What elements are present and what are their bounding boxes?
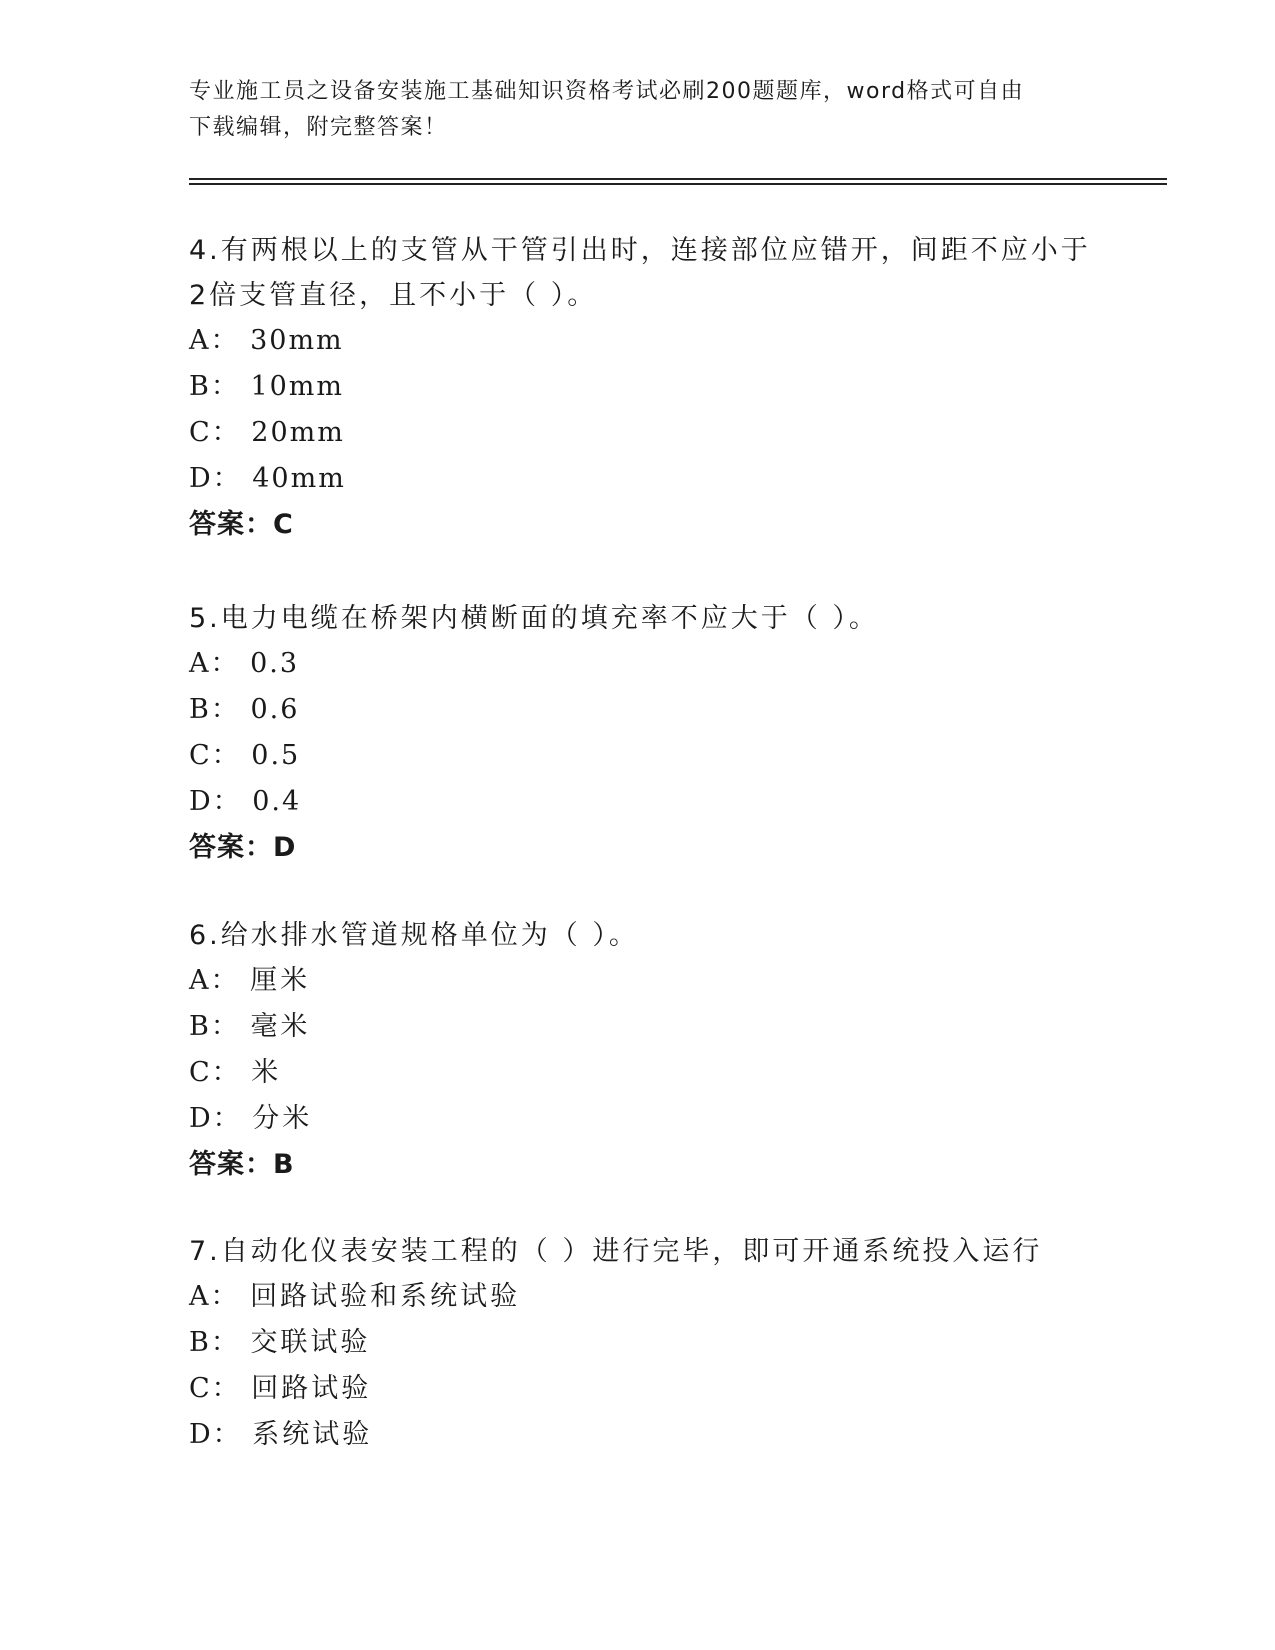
option-text: 10mm	[250, 371, 344, 402]
question-7	[189, 1229, 1149, 1458]
document-header	[189, 74, 1089, 146]
option-key: B：	[189, 1327, 240, 1358]
option-text: 厘米	[250, 965, 311, 996]
option-key: B：	[189, 694, 240, 725]
question-stem-line-1: 4.有两根以上的支管从干管引出时，连接部位应错开，间距不应小于	[189, 235, 1091, 266]
option-d	[189, 1096, 1149, 1142]
option-key: D：	[189, 1103, 242, 1134]
header-divider-bottom	[189, 183, 1167, 185]
question-4	[189, 228, 1149, 548]
header-divider-top	[189, 178, 1167, 180]
option-text: 毫米	[250, 1011, 311, 1042]
question-stem-line-1: 6.给水排水管道规格单位为（ ）。	[189, 920, 639, 951]
option-text: 30mm	[250, 325, 344, 356]
option-key: D：	[189, 786, 242, 817]
option-text: 交联试验	[250, 1327, 371, 1358]
option-text: 0.5	[251, 740, 301, 771]
option-c	[189, 733, 1149, 779]
answer-label: 答案：	[189, 509, 273, 540]
option-d	[189, 1412, 1149, 1458]
answer-value: D	[273, 832, 297, 863]
question-stem-line-1: 7.自动化仪表安装工程的（ ）进行完毕，即可开通系统投入运行	[189, 1236, 1043, 1267]
answer-label: 答案：	[189, 832, 273, 863]
answer	[189, 825, 1149, 871]
option-text: 回路试验和系统试验	[250, 1281, 521, 1312]
option-a	[189, 641, 1149, 687]
option-key: C：	[189, 1057, 241, 1088]
option-c	[189, 1366, 1149, 1412]
option-key: A：	[189, 325, 240, 356]
answer	[189, 502, 1149, 548]
option-key: B：	[189, 371, 240, 402]
question-stem-line-2: 2倍支管直径，且不小于（ ）。	[189, 280, 598, 311]
option-b	[189, 364, 1149, 410]
option-key: D：	[189, 463, 242, 494]
option-a	[189, 318, 1149, 364]
option-key: C：	[189, 740, 241, 771]
option-c	[189, 1050, 1149, 1096]
option-key: C：	[189, 417, 241, 448]
answer-value: B	[273, 1149, 295, 1180]
option-c	[189, 410, 1149, 456]
option-key: B：	[189, 1011, 240, 1042]
answer-label: 答案：	[189, 1149, 273, 1180]
option-key: A：	[189, 1281, 240, 1312]
option-text: 40mm	[252, 463, 346, 494]
option-b	[189, 1004, 1149, 1050]
option-key: D：	[189, 1419, 242, 1450]
option-d	[189, 456, 1149, 502]
option-a	[189, 958, 1149, 1004]
option-text: 回路试验	[251, 1373, 372, 1404]
question-5	[189, 596, 1149, 871]
option-text: 20mm	[251, 417, 345, 448]
header-line-2: 下载编辑，附完整答案！	[189, 115, 448, 140]
option-key: C：	[189, 1373, 241, 1404]
option-text: 分米	[252, 1103, 313, 1134]
header-line-1: 专业施工员之设备安装施工基础知识资格考试必刷200题题库，word格式可自由	[189, 79, 1025, 104]
option-b	[189, 687, 1149, 733]
option-text: 0.3	[250, 648, 300, 679]
question-6	[189, 913, 1149, 1188]
option-a	[189, 1274, 1149, 1320]
answer-value: C	[273, 509, 294, 540]
option-key: A：	[189, 965, 240, 996]
question-stem-line-1: 5.电力电缆在桥架内横断面的填充率不应大于（ ）。	[189, 603, 879, 634]
option-text: 0.4	[252, 786, 302, 817]
option-text: 系统试验	[252, 1419, 373, 1450]
option-key: A：	[189, 648, 240, 679]
option-text: 米	[251, 1057, 282, 1088]
option-text: 0.6	[250, 694, 300, 725]
option-b	[189, 1320, 1149, 1366]
option-d	[189, 779, 1149, 825]
answer	[189, 1142, 1149, 1188]
